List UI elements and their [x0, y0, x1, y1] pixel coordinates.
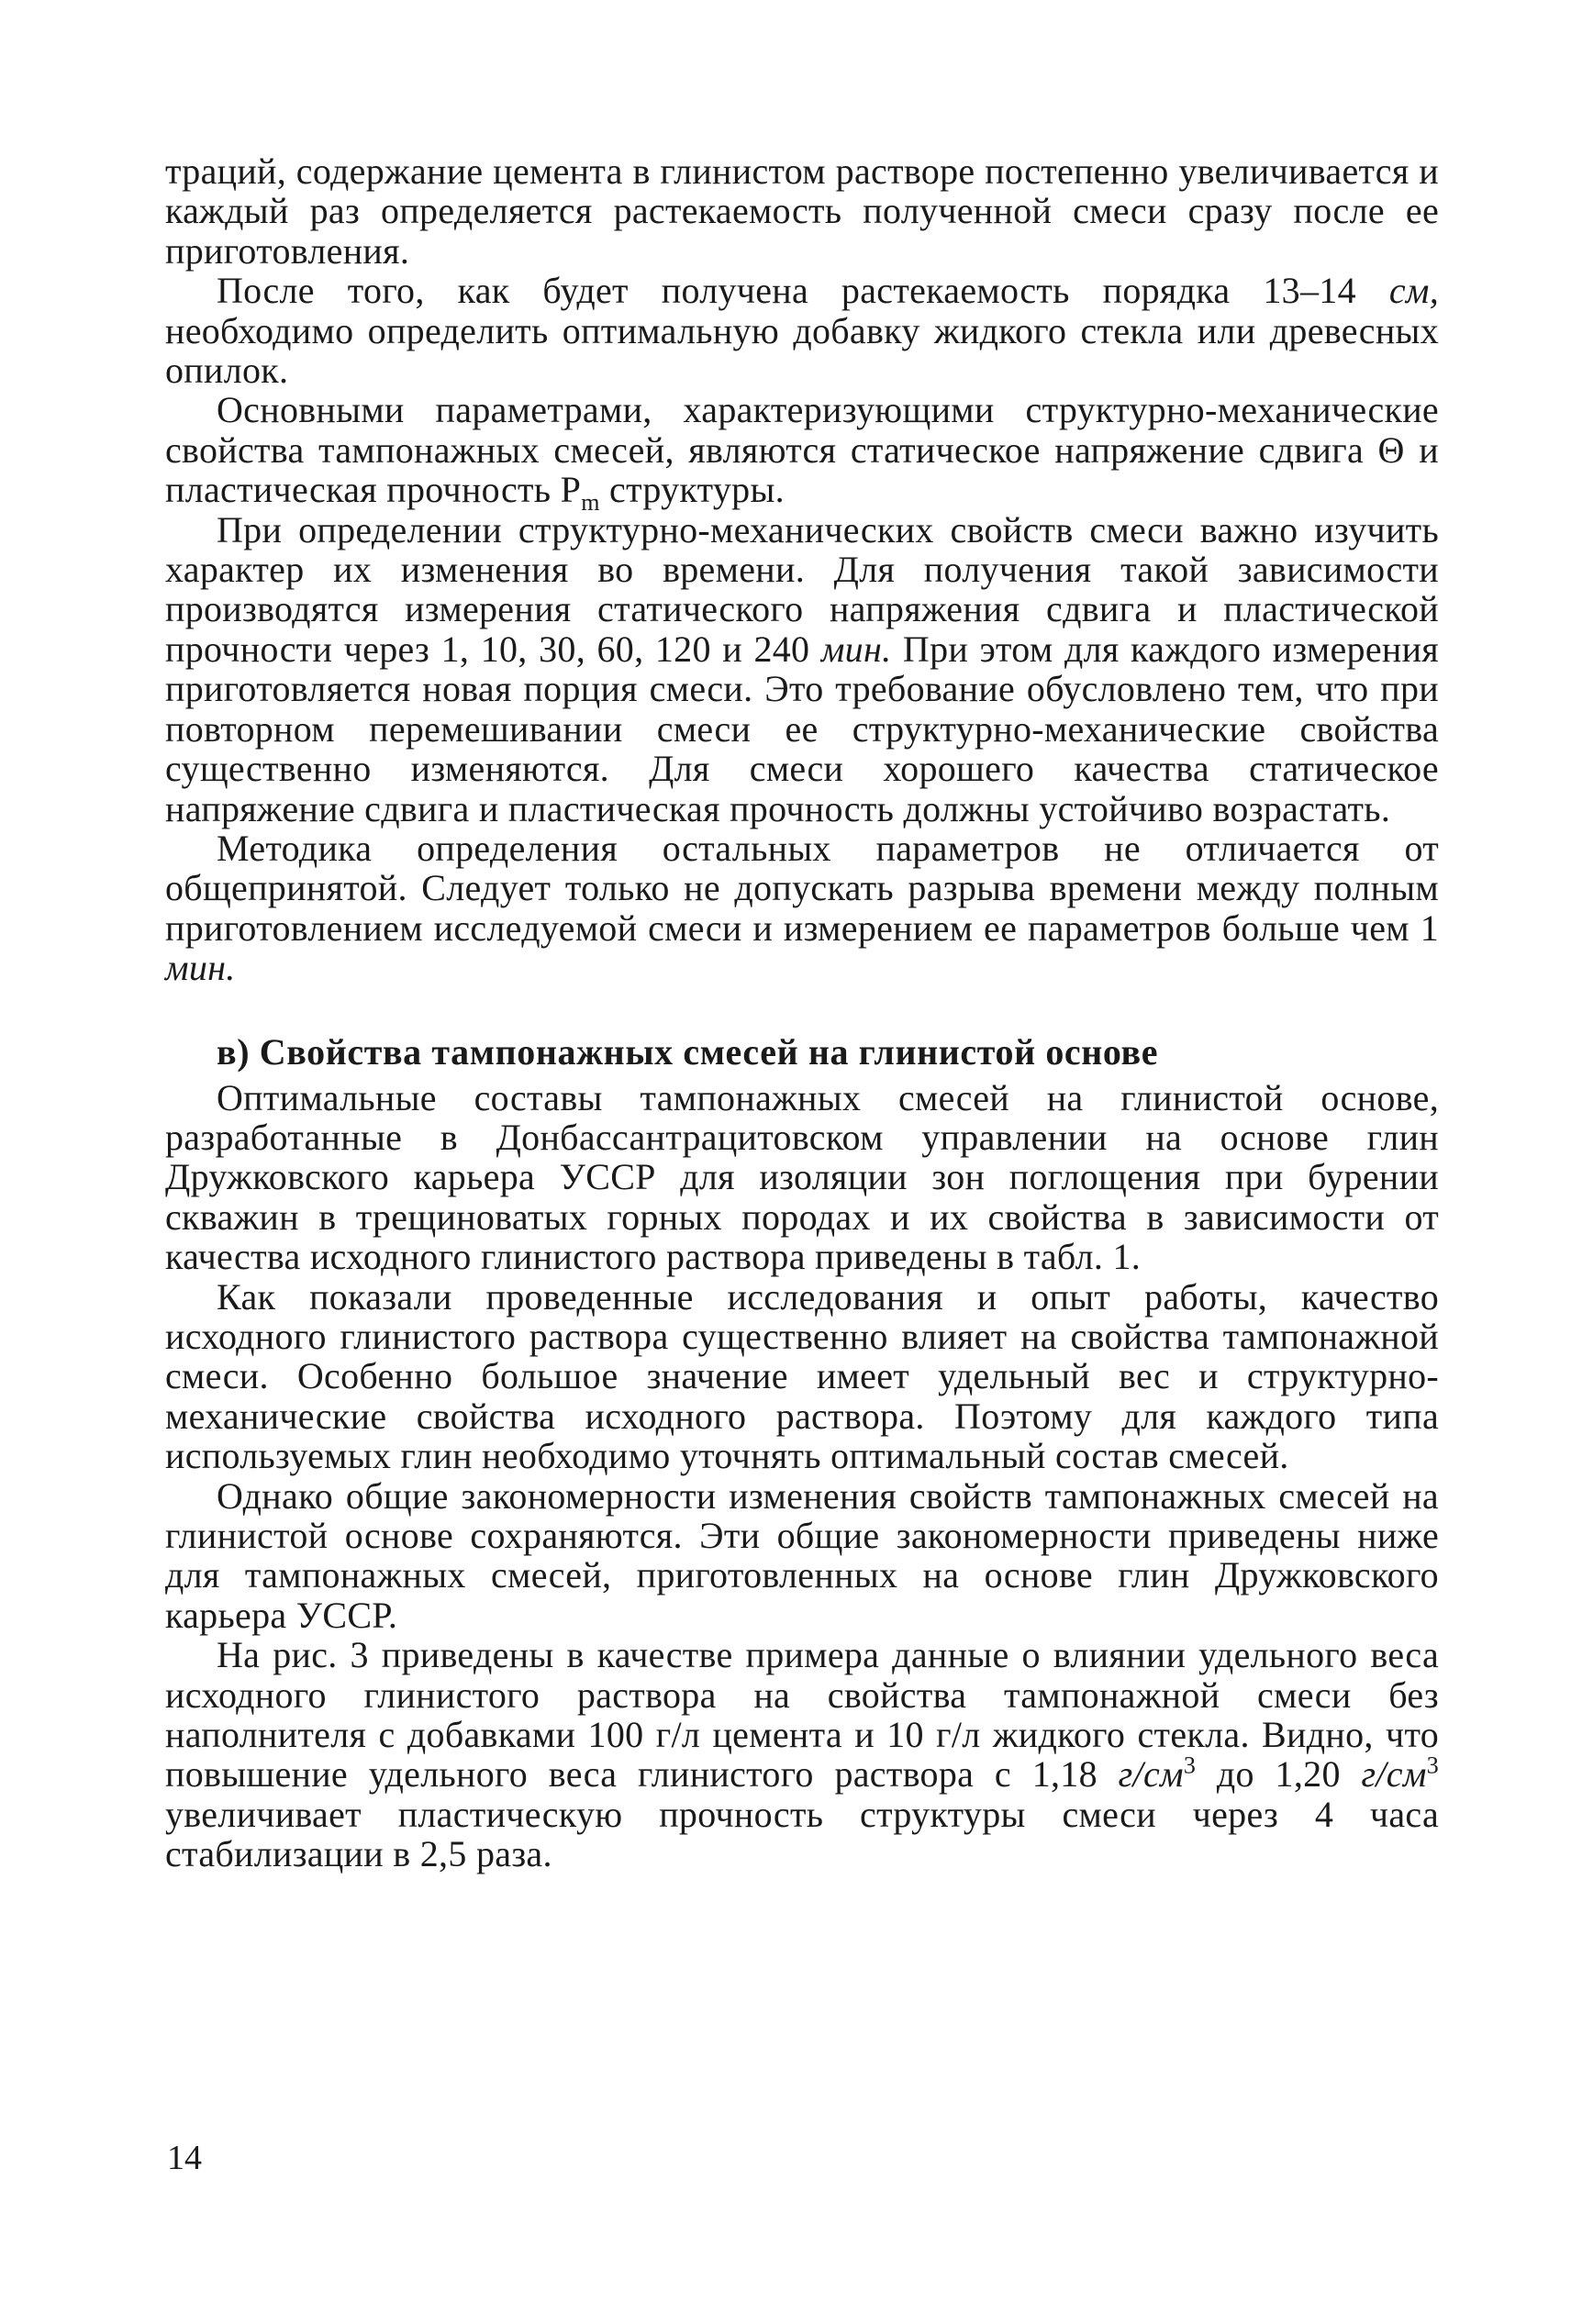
text-run: Методика определения остальных параметров не отличается от общепринятой. Следует только не допускать разрыва времени между полным приготовлением исследуемой смеси и измерением ее параметров больше чем 1 [165, 827, 1439, 949]
text-run: г/см [1361, 1753, 1427, 1796]
text-run: траций, содержание цемента в глинистом растворе постепенно увеличивается и каждый раз определяется растекаемость полученной смеси сразу после ее приготовления. [165, 150, 1439, 272]
paragraph-p6 [165, 1078, 1439, 1277]
text-run: После того, как будет получена растекаемость порядка 13–14 [217, 270, 1389, 312]
text-run: структуры. [599, 469, 785, 511]
text-run: мин. [165, 947, 236, 989]
paragraph-p9 [165, 1635, 1439, 1874]
text-run: до 1,20 [1196, 1753, 1362, 1796]
paragraph-p7 [165, 1277, 1439, 1476]
text-run: На рис. 3 приведены в качестве примера данные о влиянии удельного веса исходного глинистого раствора на свойства тампонажной смеси без наполнителя с добавками 100 г/л цемента и 10 г/л жидкого стекла. Видно, что повышение удельного веса глинистого раствора с 1,18 [165, 1634, 1439, 1796]
paragraph-p3 [165, 389, 1439, 517]
text-section-before-heading [165, 151, 1439, 988]
paragraph-p5 [165, 828, 1439, 988]
text-run: m [581, 489, 600, 517]
text-run: необходимо определить оптимальную добавку жидкого стекла или древесных опилок. [165, 309, 1439, 392]
page-number: 14 [167, 2139, 202, 2177]
paragraph-p1 [165, 151, 1439, 271]
text-run: см, [1388, 270, 1439, 312]
text-run: 3 [1183, 1752, 1197, 1780]
text-run: Однако общие закономерности изменения свойств тампонажных смесей на глинистой основе сохраняются. Эти общие закономерности приведены ниже для тампонажных смесей, приготовленных на основе глин Дружковского карьера УССР. [165, 1474, 1439, 1636]
page-body [165, 151, 1439, 1874]
text-section-after-heading [165, 1078, 1439, 1874]
text-run: Основными параметрами, характеризующими структурно-механические свойства тампонажных смесей, являются статическое напряжение сдвига Θ и пластическая прочность P [165, 389, 1439, 511]
paragraph-p2 [165, 271, 1439, 390]
section-heading: в) Свойства тампонажных смесей на глинистой основе [217, 1030, 1159, 1073]
text-run: мин. [820, 628, 892, 670]
paragraph-p8 [165, 1476, 1439, 1636]
text-run: 3 [1426, 1752, 1439, 1780]
text-run: г/см [1118, 1753, 1184, 1796]
text-run: При этом для каждого измерения приготовляется новая порция смеси. Это требование обусловлено тем, что при повторном перемешивании смеси ее структурно-механические свойства существенно изменяются. Для смеси хорошего качества статическое напряжение сдвига и пластическая прочность должны устойчиво возрастать. [165, 628, 1439, 829]
text-run: При определении структурно-механических свойств смеси важно изучить характер их изменения во времени. Для получения такой зависимости производятся измерения статического напряжения сдвига и пластической прочности через 1, 10, 30, 60, 120 и 240 [165, 508, 1439, 670]
paragraph-p4 [165, 510, 1439, 828]
text-run: Как показали проведенные исследования и опыт работы, качество исходного глинистого раствора существенно влияет на свойства тампонажной смеси. Особенно большое значение имеет удельный вес и структурно-механические свойства исходного раствора. Поэтому для каждого типа используемых глин необходимо уточнять оптимальный состав смесей. [165, 1275, 1439, 1477]
text-run: Оптимальные составы тампонажных смесей на глинистой основе, разработанные в Донбассантрацитовском управлении на основе глин Дружковского карьера УССР для изоляции зон поглощения при бурении скважин в трещиноватых горных породах и их свойства в зависимости от качества исходного глинистого раствора приведены в табл. 1. [165, 1076, 1439, 1278]
text-run: увеличивает пластическую прочность структуры смеси через 4 часа стабилизации в 2,5 раза. [165, 1793, 1439, 1875]
